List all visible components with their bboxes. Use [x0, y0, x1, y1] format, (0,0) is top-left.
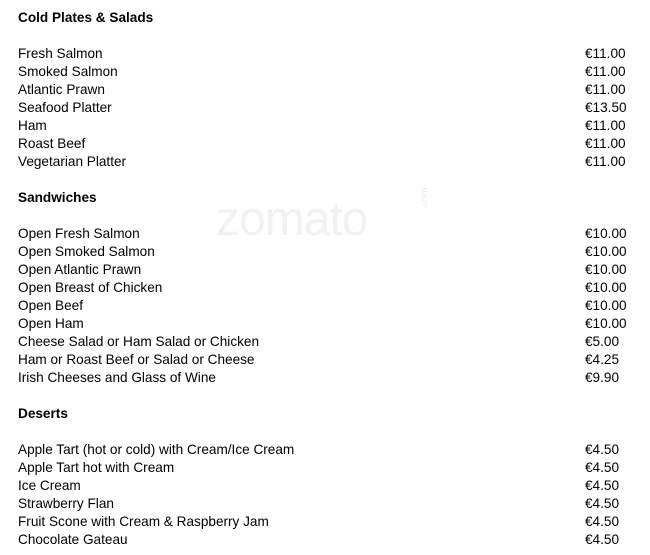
item-name: Cheese Salad or Ham Salad or Chicken: [18, 334, 260, 349]
section-spacer: [18, 387, 628, 405]
item-price: €11.00: [585, 64, 626, 79]
item-price: €10.00: [585, 244, 627, 259]
menu-item: [18, 477, 628, 495]
item-name: Ice Cream: [18, 478, 81, 493]
item-price: €10.00: [585, 262, 627, 277]
section-title: Sandwiches: [18, 190, 97, 205]
item-name: Open Breast of Chicken: [18, 280, 163, 295]
item-name: Fruit Scone with Cream & Raspberry Jam: [18, 514, 269, 529]
section-spacer: [18, 171, 628, 189]
item-price: €4.50: [585, 532, 620, 547]
item-name: Chocolate Gateau: [18, 532, 128, 547]
menu-item: [18, 261, 628, 279]
menu-item: [18, 441, 628, 459]
menu-item: [18, 333, 628, 351]
item-price: €10.00: [585, 316, 627, 331]
item-name: Open Fresh Salmon: [18, 226, 140, 241]
item-name: Fresh Salmon: [18, 46, 103, 61]
item-name: Open Ham: [18, 316, 84, 331]
item-price: €11.00: [585, 154, 626, 169]
menu-item: [18, 351, 628, 369]
section-deserts: [18, 405, 628, 549]
item-price: €11.00: [585, 82, 626, 97]
menu-item: [18, 513, 628, 531]
menu-item: [18, 459, 628, 477]
section-cold-plates: [18, 9, 628, 171]
item-name: Irish Cheeses and Glass of Wine: [18, 370, 216, 385]
item-price: €11.00: [585, 46, 626, 61]
menu-item: [18, 369, 628, 387]
zomato-watermark: zomato: [216, 193, 368, 246]
menu-item: [18, 279, 628, 297]
menu-document: [18, 9, 628, 549]
item-price: €11.00: [585, 118, 626, 133]
section-sandwiches: [18, 189, 628, 387]
menu-item: [18, 297, 628, 315]
item-price: €10.00: [585, 226, 627, 241]
item-price: €4.50: [585, 478, 620, 493]
item-price: €10.00: [585, 280, 627, 295]
item-price: €4.50: [585, 514, 620, 529]
menu-item: [18, 243, 628, 261]
item-price: €4.50: [585, 460, 620, 475]
item-name: Strawberry Flan: [18, 496, 114, 511]
menu-item: [18, 531, 628, 549]
item-price: €10.00: [585, 298, 627, 313]
menu-item: [18, 315, 628, 333]
menu-item: [18, 117, 628, 135]
item-price: €5.00: [585, 334, 620, 349]
item-name: Apple Tart hot with Cream: [18, 460, 175, 475]
item-price: €4.25: [585, 352, 620, 367]
item-price: €9.90: [585, 370, 620, 385]
item-name: Apple Tart (hot or cold) with Cream/Ice Cream: [18, 442, 295, 457]
section-spacer: [18, 207, 628, 225]
zomato-watermark-suffix: .com: [419, 187, 430, 209]
menu-item: [18, 99, 628, 117]
item-name: Ham or Roast Beef or Salad or Cheese: [18, 352, 255, 367]
item-price: €4.50: [585, 442, 620, 457]
item-name: Roast Beef: [18, 136, 86, 151]
menu-item: [18, 225, 628, 243]
item-name: Vegetarian Platter: [18, 154, 127, 169]
menu-item: [18, 81, 628, 99]
item-name: Ham: [18, 118, 47, 133]
menu-item: [18, 45, 628, 63]
menu-item: [18, 495, 628, 513]
item-price: €13.50: [585, 100, 627, 115]
item-price: €4.50: [585, 496, 620, 511]
menu-item: [18, 63, 628, 81]
item-name: Open Smoked Salmon: [18, 244, 155, 259]
section-title: Cold Plates & Salads: [18, 10, 154, 25]
section-spacer: [18, 423, 628, 441]
item-name: Atlantic Prawn: [18, 82, 105, 97]
item-name: Open Atlantic Prawn: [18, 262, 142, 277]
item-name: Seafood Platter: [18, 100, 112, 115]
section-spacer: [18, 27, 628, 45]
menu-item: [18, 153, 628, 171]
item-name: Smoked Salmon: [18, 64, 118, 79]
menu-item: [18, 135, 628, 153]
item-price: €11.00: [585, 136, 626, 151]
item-name: Open Beef: [18, 298, 83, 313]
section-title: Deserts: [18, 406, 68, 421]
